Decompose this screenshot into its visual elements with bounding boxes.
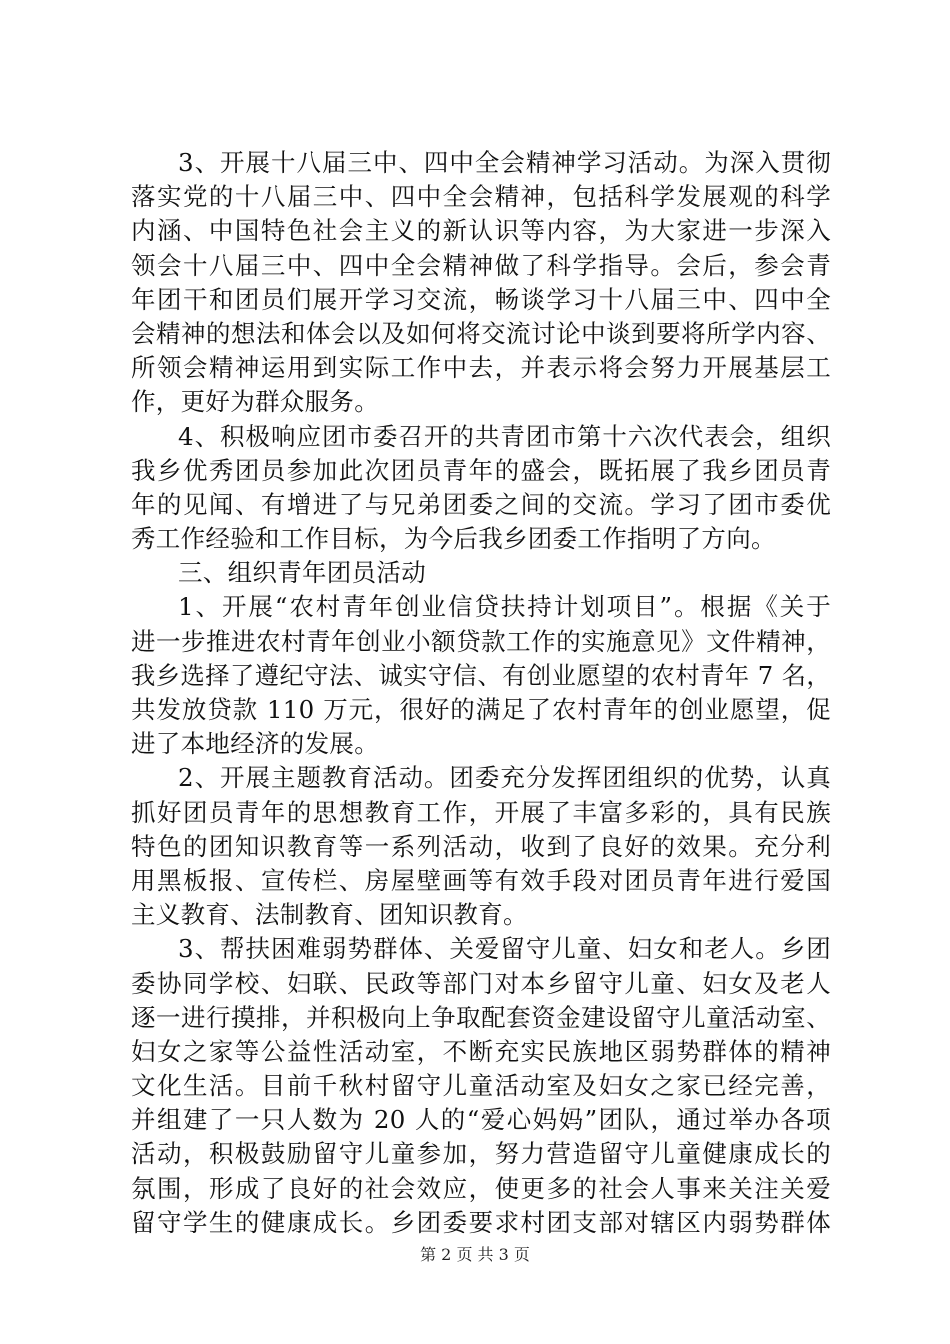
paragraph-1-loan-line-1: 1、开展“农村青年创业信贷扶持计划项目”。根据《关于: [178, 592, 831, 622]
paragraph-2-education-line-4: 用黑板报、宣传栏、房屋壁画等有效手段对团员青年进行爱国: [131, 865, 831, 895]
section-heading-3: 三、组织青年团员活动: [178, 558, 426, 588]
paragraph-3-study-line-3: 内涵、中国特色社会主义的新认识等内容，为大家进一步深入: [131, 216, 831, 246]
page-footer: 第 2 页 共 3 页: [420, 1245, 530, 1264]
paragraph-3-study-line-7: 所领会精神运用到实际工作中去，并表示将会努力开展基层工: [131, 353, 831, 383]
paragraph-2-education-line-3: 特色的团知识教育等一系列活动，收到了良好的效果。充分利: [131, 831, 831, 861]
paragraph-1-loan-line-2: 进一步推进农村青年创业小额贷款工作的实施意见》文件精神，: [131, 626, 831, 656]
paragraph-3-support-line-1: 3、帮扶困难弱势群体、关爱留守儿童、妇女和老人。乡团: [178, 934, 831, 964]
paragraph-3-support-line-9: 留守学生的健康成长。乡团委要求村团支部对辖区内弱势群体: [131, 1207, 831, 1237]
paragraph-3-study-line-1: 3、开展十八届三中、四中全会精神学习活动。为深入贯彻: [178, 148, 831, 177]
paragraph-3-support-line-8: 氛围，形成了良好的社会效应，使更多的社会人事来关注关爱: [131, 1173, 831, 1203]
paragraph-2-education-line-5: 主义教育、法制教育、团知识教育。: [131, 900, 528, 930]
paragraph-3-support-line-4: 妇女之家等公益性活动室，不断充实民族地区弱势群体的精神: [131, 1036, 831, 1066]
paragraph-4-congress-line-1: 4、积极响应团市委召开的共青团市第十六次代表会，组织: [178, 421, 831, 451]
paragraph-3-support-line-5: 文化生活。目前千秋村留守儿童活动室及妇女之家已经完善，: [131, 1071, 831, 1101]
paragraph-4-congress-line-3: 年的见闻、有增进了与兄弟团委之间的交流。学习了团市委优: [131, 489, 831, 519]
paragraph-2-education-line-1: 2、开展主题教育活动。团委充分发挥团组织的优势，认真: [178, 763, 831, 793]
paragraph-1-loan-line-5: 进了本地经济的发展。: [131, 729, 379, 759]
document-body: [131, 146, 831, 1240]
paragraph-1-loan-line-4: 共发放贷款 110 万元，很好的满足了农村青年的创业愿望，促: [131, 695, 831, 724]
paragraph-3-support-line-6: 并组建了一只人数为 20 人的“爱心妈妈”团队，通过举办各项: [131, 1105, 831, 1135]
paragraph-3-study-line-2: 落实党的十八届三中、四中全会精神，包括科学发展观的科学: [131, 182, 831, 212]
paragraph-3-study-line-5: 年团干和团员们展开学习交流，畅谈学习十八届三中、四中全: [131, 284, 831, 314]
paragraph-4-congress-line-2: 我乡优秀团员参加此次团员青年的盛会，既拓展了我乡团员青: [131, 455, 831, 485]
paragraph-3-support-line-7: 活动，积极鼓励留守儿童参加，努力营造留守儿童健康成长的: [131, 1139, 831, 1169]
paragraph-4-congress-line-4: 秀工作经验和工作目标，为今后我乡团委工作指明了方向。: [131, 524, 776, 554]
paragraph-3-study-line-8: 作，更好为群众服务。: [131, 387, 379, 417]
paragraph-3-study-line-4: 领会十八届三中、四中全会精神做了科学指导。会后，参会青: [131, 250, 831, 280]
paragraph-3-study-line-6: 会精神的想法和体会以及如何将交流讨论中谈到要将所学内容、: [131, 318, 831, 348]
paragraph-1-loan-line-3: 我乡选择了遵纪守法、诚实守信、有创业愿望的农村青年 7 名，: [131, 660, 831, 690]
paragraph-2-education-line-2: 抓好团员青年的思想教育工作，开展了丰富多彩的，具有民族: [131, 797, 831, 827]
paragraph-3-support-line-2: 委协同学校、妇联、民政等部门对本乡留守儿童、妇女及老人: [131, 968, 831, 998]
paragraph-3-support-line-3: 逐一进行摸排，并积极向上争取配套资金建设留守儿童活动室、: [131, 1002, 831, 1032]
